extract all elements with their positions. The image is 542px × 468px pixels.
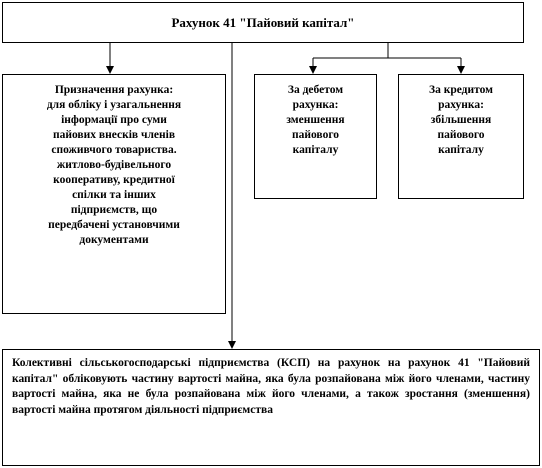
description-text: Колективні сільськогосподарські підприємства (КСП) на рахунок на рахунок 41 "Пайовий капітал" обліковують частину вартості майна, яка була розпайована між його членами, частину вартості майна, яка не була розпайована між його членами, а також зростання (зменшення) вартості майна протягом діяльності підприємства (12, 357, 530, 416)
credit-box (398, 74, 524, 199)
purpose-line: пайових внесків членів (52, 129, 176, 141)
debit-line: зменшення (286, 114, 345, 126)
credit-line: За кредитом (429, 84, 493, 96)
purpose-line: передбачені установчими (48, 219, 180, 231)
purpose-line: житлово-будівельного (56, 159, 172, 171)
credit-line: рахунка: (438, 99, 484, 111)
purpose-line: інформації про суми (61, 114, 167, 126)
debit-line: рахунка: (292, 99, 339, 111)
account-title-box (2, 2, 524, 43)
debit-line: капіталу (292, 144, 339, 156)
purpose-line: документами (79, 234, 149, 246)
debit-box (254, 74, 377, 199)
purpose-box (2, 74, 226, 314)
purpose-line: спілки та інших (72, 189, 156, 201)
credit-line: пайового (437, 129, 485, 141)
credit-line: капіталу (438, 144, 484, 156)
debit-line: За дебетом (287, 84, 344, 96)
purpose-line: кооперативу, кредитної (53, 174, 175, 186)
purpose-heading: Призначення рахунка: (54, 84, 174, 96)
description-box (2, 349, 540, 466)
purpose-line: для обліку і узагальнення (46, 99, 182, 111)
credit-line: збільшення (430, 114, 492, 126)
debit-line: пайового (291, 129, 340, 141)
purpose-line: споживчого товариства. (51, 144, 177, 156)
branch-to-debit-credit (313, 43, 461, 73)
purpose-line: підприємств, що (70, 204, 158, 216)
account-title: Рахунок 41 "Пайовий капітал" (171, 14, 355, 30)
